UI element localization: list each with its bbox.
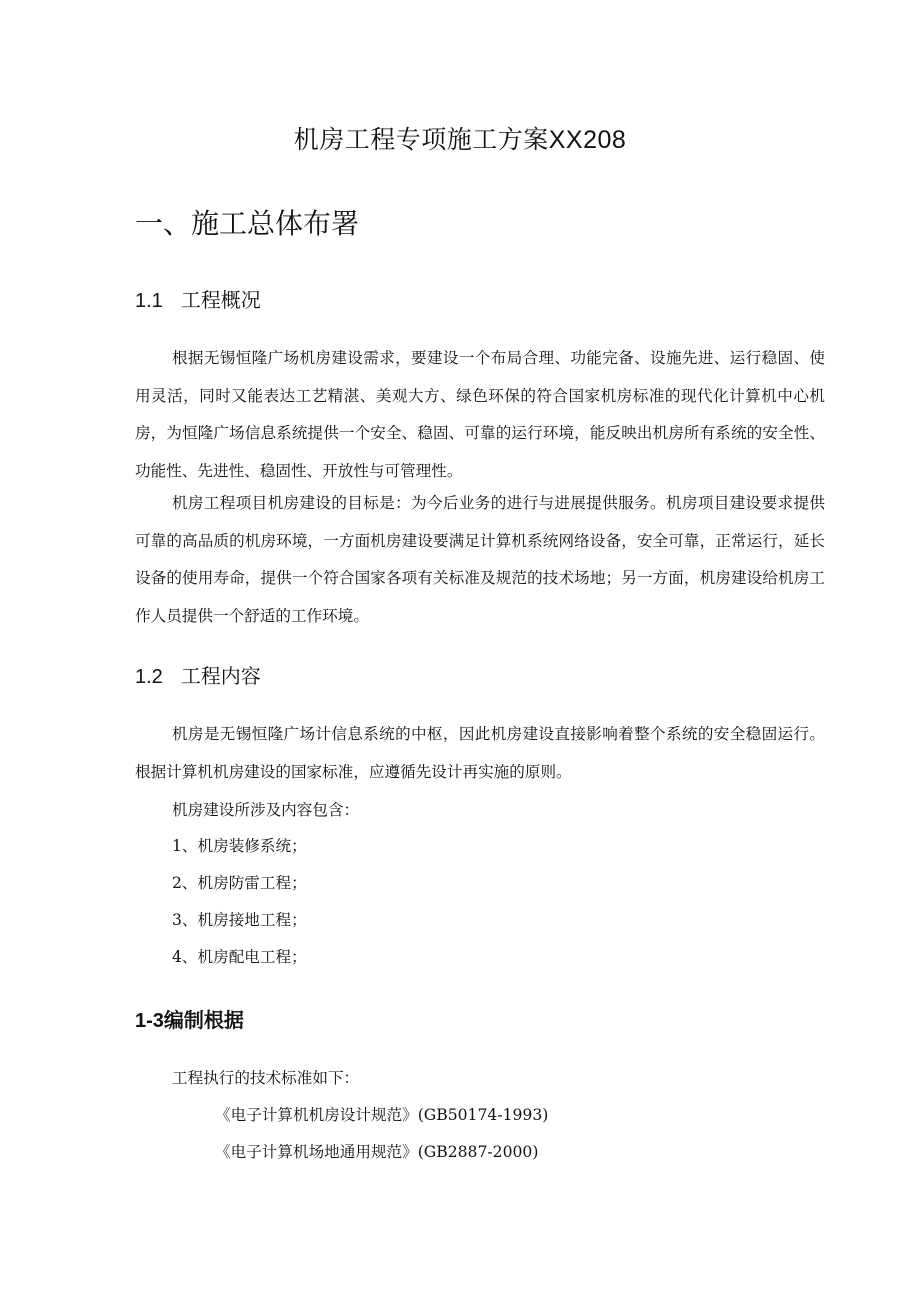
document-title: 机房工程专项施工方案XX208 <box>293 126 627 154</box>
subsection-number: 1.1 <box>135 290 163 312</box>
list-item: 1、机房装修系统； <box>172 837 307 855</box>
list-item: 2、机房防雷工程； <box>172 874 307 892</box>
standard-item: 《电子计算机机房设计规范》(GB50174-1993) <box>215 1106 549 1124</box>
subsection-heading-1-1 <box>135 286 261 316</box>
paragraph-overview-1: 根据无锡恒隆广场机房建设需求，要建设一个布局合理、功能完备、设施先进、运行稳固、使用灵活，同时又能表达工艺精湛、美观大方、绿色环保的符合国家机房标准的现代化计算机中心机房，为恒隆广场信息系统提供一个安全、稳固、可靠的运行环境，能反映出机房所有系统的安全性、功能性、先进性、稳固性、开放性与可管理性。 <box>135 349 825 480</box>
standards-intro: 工程执行的技术标准如下： <box>172 1069 360 1087</box>
section-heading-1: 一、施工总体布署 <box>135 208 360 239</box>
subsection-heading-1-3: 1-3编制根据 <box>135 1010 244 1032</box>
paragraph-content: 机房是无锡恒隆广场计信息系统的中枢，因此机房建设直接影响着整个系统的安全稳固运行。根据计算机机房建设的国家标准，应遵循先设计再实施的原则。 <box>135 725 825 781</box>
subsection-title: 工程内容 <box>180 666 261 688</box>
subsection-number: 1.2 <box>135 666 163 688</box>
list-item: 3、机房接地工程； <box>172 911 307 929</box>
paragraph-overview-2: 机房工程项目机房建设的目标是：为今后业务的进行与进展提供服务。机房项目建设要求提供可靠的高品质的机房环境，一方面机房建设要满足计算机系统网络设备，安全可靠，正常运行，延长设备的使用寿命，提供一个符合国家各项有关标准及规范的技术场地；另一方面，机房建设给机房工作人员提供一个舒适的工作环境。 <box>135 494 825 625</box>
standard-item: 《电子计算机场地通用规范》(GB2887-2000) <box>215 1143 539 1161</box>
subsection-heading-1-2 <box>135 662 261 692</box>
subsection-title: 工程概况 <box>180 290 261 312</box>
list-item: 4、机房配电工程； <box>172 948 307 966</box>
list-intro: 机房建设所涉及内容包含： <box>172 801 360 819</box>
